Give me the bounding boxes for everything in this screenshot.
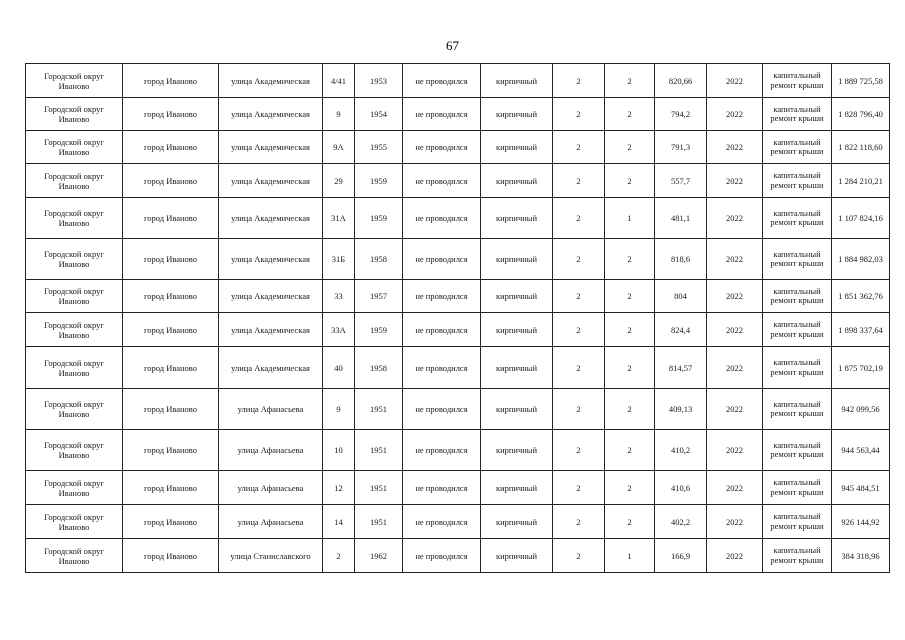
table-row: [26, 389, 890, 430]
locality-cell: город Иваново: [123, 389, 219, 430]
locality-cell: город Иваново: [123, 64, 219, 98]
area-cell: 794,2: [655, 98, 707, 131]
work-type-cell: капитальный ремонт крыши: [763, 98, 832, 131]
floors-cell: 2: [553, 64, 605, 98]
entrances-cell: 2: [605, 131, 655, 164]
cost-cell: 944 563,44: [832, 430, 890, 471]
work-type-cell: капитальный ремонт крыши: [763, 539, 832, 573]
floors-cell: 2: [553, 539, 605, 573]
entrances-cell: 2: [605, 98, 655, 131]
street-cell: улица Афанасьева: [219, 505, 323, 539]
street-cell: улица Академическая: [219, 164, 323, 198]
municipality-cell: Городской округ Иваново: [26, 239, 123, 280]
locality-cell: город Иваново: [123, 164, 219, 198]
wall-material-cell: кирпичный: [481, 164, 553, 198]
street-cell: улица Академическая: [219, 131, 323, 164]
entrances-cell: 2: [605, 164, 655, 198]
locality-cell: город Иваново: [123, 98, 219, 131]
house-number-cell: 2: [323, 539, 355, 573]
entrances-cell: 2: [605, 64, 655, 98]
table-row: [26, 239, 890, 280]
table-body: [26, 64, 890, 573]
street-cell: улица Академическая: [219, 347, 323, 389]
plan-year-cell: 2022: [707, 280, 763, 313]
floors-cell: 2: [553, 313, 605, 347]
plan-year-cell: 2022: [707, 198, 763, 239]
area-cell: 818,6: [655, 239, 707, 280]
locality-cell: город Иваново: [123, 131, 219, 164]
street-cell: улица Академическая: [219, 198, 323, 239]
table-row: [26, 198, 890, 239]
cost-cell: 926 144,92: [832, 505, 890, 539]
entrances-cell: 2: [605, 280, 655, 313]
last-repair-cell: не проводился: [403, 64, 481, 98]
table-row: [26, 131, 890, 164]
area-cell: 166,9: [655, 539, 707, 573]
street-cell: улица Академическая: [219, 280, 323, 313]
street-cell: улица Афанасьева: [219, 389, 323, 430]
entrances-cell: 1: [605, 539, 655, 573]
area-cell: 820,66: [655, 64, 707, 98]
last-repair-cell: не проводился: [403, 239, 481, 280]
wall-material-cell: кирпичный: [481, 471, 553, 505]
locality-cell: город Иваново: [123, 239, 219, 280]
cost-cell: 1 828 796,40: [832, 98, 890, 131]
build-year-cell: 1951: [355, 471, 403, 505]
cost-cell: 384 318,96: [832, 539, 890, 573]
area-cell: 481,1: [655, 198, 707, 239]
municipality-cell: Городской округ Иваново: [26, 539, 123, 573]
table-row: [26, 471, 890, 505]
locality-cell: город Иваново: [123, 471, 219, 505]
work-type-cell: капитальный ремонт крыши: [763, 347, 832, 389]
table-row: [26, 430, 890, 471]
work-type-cell: капитальный ремонт крыши: [763, 239, 832, 280]
area-cell: 824,4: [655, 313, 707, 347]
house-number-cell: 4/41: [323, 64, 355, 98]
house-number-cell: 9: [323, 389, 355, 430]
wall-material-cell: кирпичный: [481, 239, 553, 280]
house-number-cell: 29: [323, 164, 355, 198]
cost-cell: 1 875 702,19: [832, 347, 890, 389]
locality-cell: город Иваново: [123, 347, 219, 389]
plan-year-cell: 2022: [707, 64, 763, 98]
work-type-cell: капитальный ремонт крыши: [763, 64, 832, 98]
municipality-cell: Городской округ Иваново: [26, 313, 123, 347]
house-number-cell: 40: [323, 347, 355, 389]
wall-material-cell: кирпичный: [481, 347, 553, 389]
build-year-cell: 1957: [355, 280, 403, 313]
build-year-cell: 1953: [355, 64, 403, 98]
build-year-cell: 1955: [355, 131, 403, 164]
build-year-cell: 1951: [355, 430, 403, 471]
municipality-cell: Городской округ Иваново: [26, 280, 123, 313]
area-cell: 410,2: [655, 430, 707, 471]
floors-cell: 2: [553, 98, 605, 131]
plan-year-cell: 2022: [707, 239, 763, 280]
wall-material-cell: кирпичный: [481, 505, 553, 539]
floors-cell: 2: [553, 164, 605, 198]
entrances-cell: 2: [605, 239, 655, 280]
wall-material-cell: кирпичный: [481, 389, 553, 430]
work-type-cell: капитальный ремонт крыши: [763, 505, 832, 539]
cost-cell: 1 898 337,64: [832, 313, 890, 347]
entrances-cell: 2: [605, 389, 655, 430]
municipality-cell: Городской округ Иваново: [26, 164, 123, 198]
locality-cell: город Иваново: [123, 430, 219, 471]
floors-cell: 2: [553, 505, 605, 539]
cost-cell: 945 484,51: [832, 471, 890, 505]
house-number-cell: 31Б: [323, 239, 355, 280]
street-cell: улица Афанасьева: [219, 430, 323, 471]
house-number-cell: 12: [323, 471, 355, 505]
last-repair-cell: не проводился: [403, 198, 481, 239]
floors-cell: 2: [553, 471, 605, 505]
floors-cell: 2: [553, 347, 605, 389]
build-year-cell: 1958: [355, 347, 403, 389]
street-cell: улица Академическая: [219, 313, 323, 347]
entrances-cell: 2: [605, 347, 655, 389]
house-number-cell: 31А: [323, 198, 355, 239]
area-cell: 409,13: [655, 389, 707, 430]
wall-material-cell: кирпичный: [481, 64, 553, 98]
build-year-cell: 1951: [355, 389, 403, 430]
municipality-cell: Городской округ Иваново: [26, 471, 123, 505]
locality-cell: город Иваново: [123, 313, 219, 347]
last-repair-cell: не проводился: [403, 471, 481, 505]
entrances-cell: 2: [605, 505, 655, 539]
work-type-cell: капитальный ремонт крыши: [763, 430, 832, 471]
build-year-cell: 1958: [355, 239, 403, 280]
wall-material-cell: кирпичный: [481, 198, 553, 239]
cost-cell: 1 107 824,16: [832, 198, 890, 239]
locality-cell: город Иваново: [123, 280, 219, 313]
work-type-cell: капитальный ремонт крыши: [763, 131, 832, 164]
build-year-cell: 1959: [355, 313, 403, 347]
page-number: 67: [446, 38, 459, 53]
table-row: [26, 347, 890, 389]
last-repair-cell: не проводился: [403, 389, 481, 430]
floors-cell: 2: [553, 198, 605, 239]
table-row: [26, 505, 890, 539]
plan-year-cell: 2022: [707, 389, 763, 430]
entrances-cell: 1: [605, 198, 655, 239]
wall-material-cell: кирпичный: [481, 98, 553, 131]
municipality-cell: Городской округ Иваново: [26, 98, 123, 131]
area-cell: 791,3: [655, 131, 707, 164]
entrances-cell: 2: [605, 313, 655, 347]
municipality-cell: Городской округ Иваново: [26, 430, 123, 471]
floors-cell: 2: [553, 430, 605, 471]
plan-year-cell: 2022: [707, 430, 763, 471]
plan-year-cell: 2022: [707, 347, 763, 389]
plan-year-cell: 2022: [707, 131, 763, 164]
plan-year-cell: 2022: [707, 471, 763, 505]
plan-year-cell: 2022: [707, 164, 763, 198]
table-row: [26, 280, 890, 313]
last-repair-cell: не проводился: [403, 164, 481, 198]
municipality-cell: Городской округ Иваново: [26, 389, 123, 430]
build-year-cell: 1962: [355, 539, 403, 573]
area-cell: 804: [655, 280, 707, 313]
house-number-cell: 9: [323, 98, 355, 131]
municipality-cell: Городской округ Иваново: [26, 131, 123, 164]
area-cell: 402,2: [655, 505, 707, 539]
table-row: [26, 313, 890, 347]
build-year-cell: 1954: [355, 98, 403, 131]
cost-cell: 1 284 210,21: [832, 164, 890, 198]
last-repair-cell: не проводился: [403, 347, 481, 389]
cost-cell: 1 884 982,03: [832, 239, 890, 280]
last-repair-cell: не проводился: [403, 539, 481, 573]
work-type-cell: капитальный ремонт крыши: [763, 313, 832, 347]
work-type-cell: капитальный ремонт крыши: [763, 198, 832, 239]
last-repair-cell: не проводился: [403, 505, 481, 539]
table-row: [26, 539, 890, 573]
cost-cell: 1 889 725,58: [832, 64, 890, 98]
cost-cell: 1 822 118,60: [832, 131, 890, 164]
area-cell: 557,7: [655, 164, 707, 198]
area-cell: 410,6: [655, 471, 707, 505]
work-type-cell: капитальный ремонт крыши: [763, 164, 832, 198]
municipality-cell: Городской округ Иваново: [26, 198, 123, 239]
table-row: [26, 164, 890, 198]
plan-year-cell: 2022: [707, 539, 763, 573]
work-type-cell: капитальный ремонт крыши: [763, 280, 832, 313]
area-cell: 814,57: [655, 347, 707, 389]
floors-cell: 2: [553, 131, 605, 164]
house-number-cell: 9А: [323, 131, 355, 164]
table-row: [26, 64, 890, 98]
locality-cell: город Иваново: [123, 198, 219, 239]
plan-year-cell: 2022: [707, 505, 763, 539]
last-repair-cell: не проводился: [403, 98, 481, 131]
house-number-cell: 10: [323, 430, 355, 471]
street-cell: улица Академическая: [219, 239, 323, 280]
floors-cell: 2: [553, 389, 605, 430]
cost-cell: 942 099,56: [832, 389, 890, 430]
floors-cell: 2: [553, 280, 605, 313]
municipality-cell: Городской округ Иваново: [26, 64, 123, 98]
house-number-cell: 33А: [323, 313, 355, 347]
work-type-cell: капитальный ремонт крыши: [763, 471, 832, 505]
wall-material-cell: кирпичный: [481, 131, 553, 164]
municipality-cell: Городской округ Иваново: [26, 347, 123, 389]
locality-cell: город Иваново: [123, 505, 219, 539]
wall-material-cell: кирпичный: [481, 539, 553, 573]
street-cell: улица Академическая: [219, 98, 323, 131]
floors-cell: 2: [553, 239, 605, 280]
build-year-cell: 1951: [355, 505, 403, 539]
last-repair-cell: не проводился: [403, 430, 481, 471]
plan-year-cell: 2022: [707, 313, 763, 347]
last-repair-cell: не проводился: [403, 313, 481, 347]
wall-material-cell: кирпичный: [481, 313, 553, 347]
build-year-cell: 1959: [355, 198, 403, 239]
wall-material-cell: кирпичный: [481, 430, 553, 471]
locality-cell: город Иваново: [123, 539, 219, 573]
work-type-cell: капитальный ремонт крыши: [763, 389, 832, 430]
build-year-cell: 1959: [355, 164, 403, 198]
street-cell: улица Академическая: [219, 64, 323, 98]
registry-table: [25, 63, 890, 573]
house-number-cell: 33: [323, 280, 355, 313]
entrances-cell: 2: [605, 430, 655, 471]
street-cell: улица Афанасьева: [219, 471, 323, 505]
entrances-cell: 2: [605, 471, 655, 505]
plan-year-cell: 2022: [707, 98, 763, 131]
cost-cell: 1 851 362,76: [832, 280, 890, 313]
wall-material-cell: кирпичный: [481, 280, 553, 313]
last-repair-cell: не проводился: [403, 131, 481, 164]
municipality-cell: Городской округ Иваново: [26, 505, 123, 539]
table-row: [26, 98, 890, 131]
house-number-cell: 14: [323, 505, 355, 539]
street-cell: улица Станиславского: [219, 539, 323, 573]
last-repair-cell: не проводился: [403, 280, 481, 313]
